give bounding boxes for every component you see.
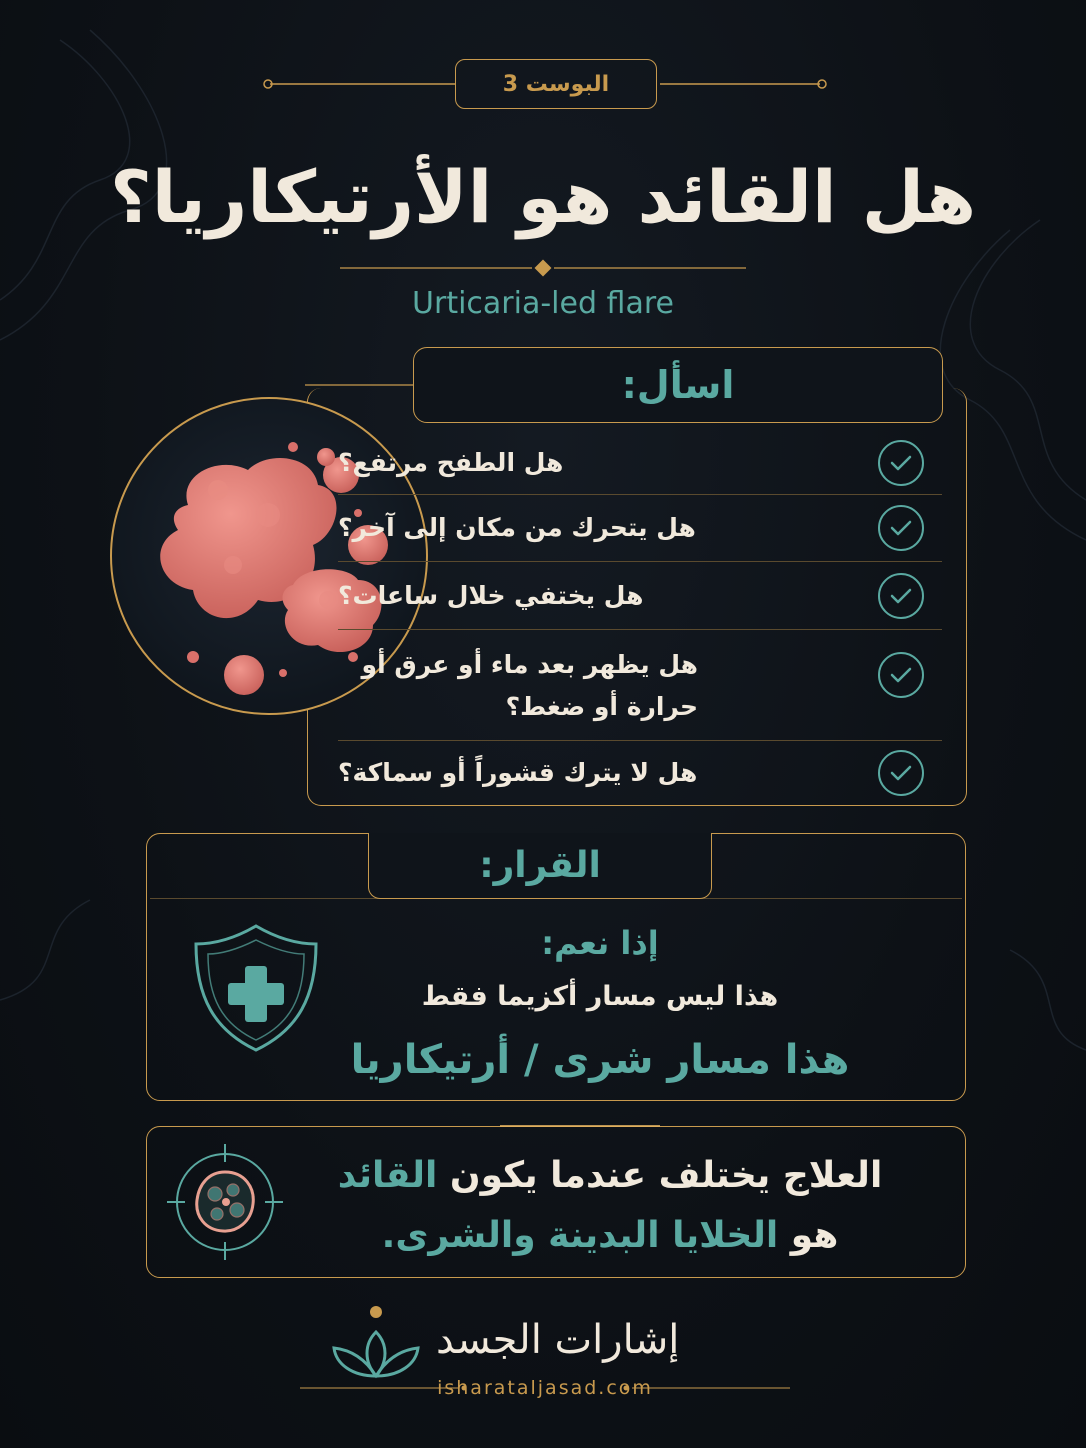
ask-connector [305,378,425,392]
decision-heading: القرار: [479,845,601,886]
row-divider [338,494,942,495]
target-cell-icon [163,1140,287,1264]
treatment-line-1-highlight: القائد [337,1155,438,1196]
question-row-2 [338,505,942,551]
page-title: هل القائد هو الأرتيكاريا؟ [109,155,976,239]
question-row-3 [338,573,942,619]
question-row-4 [338,640,942,732]
question-text: هل يختفي خلال ساعات؟ [338,581,644,610]
check-icon [878,573,924,619]
ask-heading-tab [413,347,943,423]
check-icon [878,652,924,698]
check-icon [878,505,924,551]
treatment-line-2-highlight: الخلايا البدينة والشرى. [381,1215,779,1256]
subtitle: Urticaria-led flare [412,286,674,321]
decision-heading-tab [368,833,712,899]
question-row-5 [338,750,942,796]
question-text: هل الطفح مرتفع؟ [338,448,564,477]
shield-plus-icon [190,922,322,1054]
post-label-badge [455,59,657,109]
row-divider [338,561,942,562]
brand-url[interactable]: isharataljasad.com [437,1377,653,1399]
question-row-1 [338,440,942,486]
title-divider [340,258,746,278]
treatment-line-1 [300,1148,920,1204]
question-text: هل يظهر بعد ماء أو عرق أو حرارة أو ضغط؟ [361,650,698,721]
treatment-line-1-text: العلاج يختلف عندما يكون [449,1155,883,1196]
decision-line-2: هذا مسار شرى / أرتيكاريا [350,1037,850,1083]
question-text: هل يتحرك من مكان إلى آخر؟ [338,513,696,542]
treatment-line-2-text: هو [790,1215,839,1256]
post-label: البوست 3 [502,71,610,97]
lotus-logo-icon [326,1300,426,1384]
treatment-line-2 [300,1208,920,1264]
brand-name: إشارات الجسد [436,1317,680,1363]
row-divider [338,629,942,630]
treatment-glow [500,1118,660,1134]
if-yes-label: إذا نعم: [541,924,659,962]
row-divider [338,740,942,741]
check-icon [878,440,924,486]
decision-line-1: هذا ليس مسار أكزيما فقط [421,981,779,1012]
question-text: هل لا يترك قشوراً أو سماكة؟ [338,758,698,787]
ask-heading: اسأل: [621,363,735,407]
check-icon [878,750,924,796]
